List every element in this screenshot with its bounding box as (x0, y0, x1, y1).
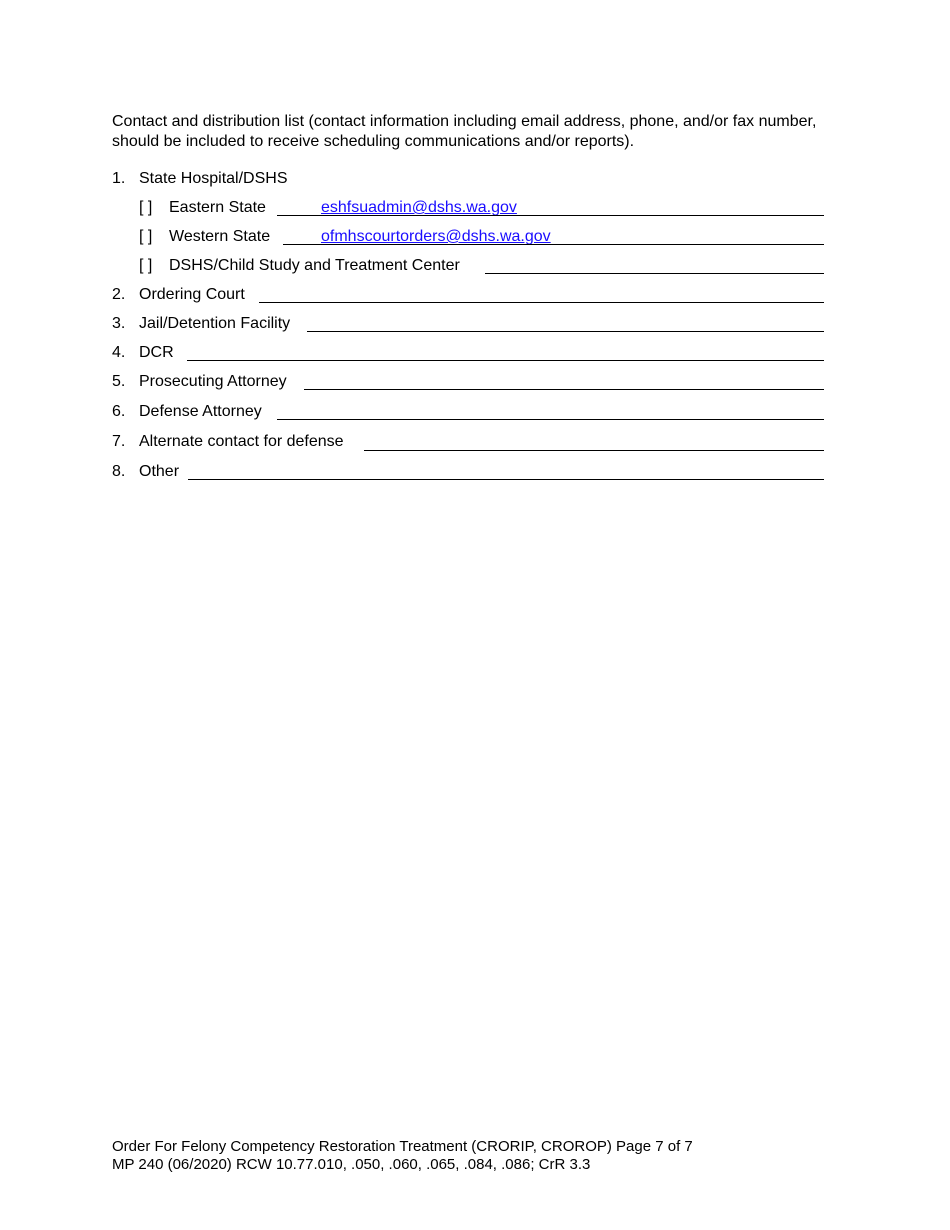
item-label: Other (139, 463, 180, 480)
item-number: 5. (112, 373, 126, 390)
item-number: 1. (112, 170, 126, 187)
footer-title: Order For Felony Competency Restoration Treatment (CRORIP, CROROP) Page 7 of 7 (112, 1138, 693, 1155)
fill-line (188, 479, 824, 480)
item-label: State Hospital/DSHS (139, 170, 288, 187)
checkbox[interactable]: [ ] (139, 199, 153, 216)
item-number: 3. (112, 315, 126, 332)
email-link[interactable]: ofmhscourtorders@dshs.wa.gov (321, 228, 551, 245)
item-number: 6. (112, 403, 126, 420)
fill-line (187, 360, 824, 361)
item-number: 7. (112, 433, 126, 450)
item-label: Alternate contact for defense (139, 433, 344, 450)
item-number: 2. (112, 286, 126, 303)
item-label: Ordering Court (139, 286, 245, 303)
fill-line (283, 244, 824, 245)
fill-line (277, 215, 824, 216)
checkbox[interactable]: [ ] (139, 228, 153, 245)
email-link[interactable]: eshfsuadmin@dshs.wa.gov (321, 199, 517, 216)
fill-line (307, 331, 824, 332)
item-number: 8. (112, 463, 126, 480)
item-number: 4. (112, 344, 126, 361)
page-footer (112, 1138, 693, 1174)
intro-paragraph: Contact and distribution list (contact information including email address, phone, and/or fax number, should be included to receive scheduling communications and/or reports). (112, 113, 817, 150)
checkbox[interactable]: [ ] (139, 257, 153, 274)
sub-item-label: DSHS/Child Study and Treatment Center (169, 257, 460, 274)
fill-line (485, 273, 824, 274)
item-label: Jail/Detention Facility (139, 315, 291, 332)
fill-line (259, 302, 824, 303)
fill-line (304, 389, 824, 390)
sub-item-label: Western State (169, 228, 271, 245)
fill-line (364, 450, 824, 451)
item-label: Prosecuting Attorney (139, 373, 287, 390)
fill-line (277, 419, 824, 420)
item-label: DCR (139, 344, 174, 361)
item-label: Defense Attorney (139, 403, 262, 420)
sub-item-label: Eastern State (169, 199, 266, 216)
footer-citation: MP 240 (06/2020) RCW 10.77.010, .050, .060, .065, .084, .086; CrR 3.3 (112, 1156, 591, 1173)
